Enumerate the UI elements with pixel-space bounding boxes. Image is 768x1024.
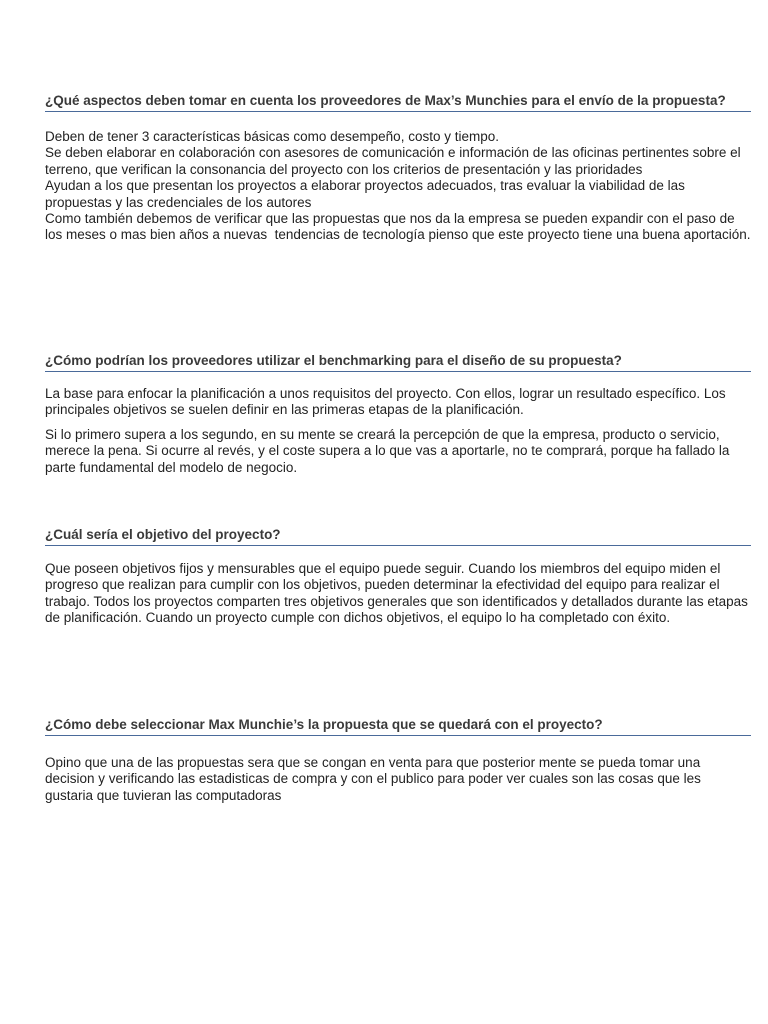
question-section-3 xyxy=(45,526,751,627)
question-heading-2: ¿Cómo podrían los proveedores utilizar el benchmarking para el diseño de su propuesta? xyxy=(45,352,751,372)
question-section-1 xyxy=(45,92,751,244)
question-heading-4: ¿Cómo debe seleccionar Max Munchie’s la propuesta que se quedará con el proyecto? xyxy=(45,716,751,736)
question-section-4 xyxy=(45,716,751,804)
answer-paragraph: Opino que una de las propuestas sera que se congan en venta para que posterior mente se pueda tomar una decision y verificando las estadisticas de compra y con el publico para poder ver cuales son las cosas que les gustaria que tuvieran las computadoras xyxy=(45,755,705,803)
question-section-2 xyxy=(45,352,751,476)
answer-paragraph: Que poseen objetivos fijos y mensurables que el equipo puede seguir. Cuando los miembros del equipo miden el progreso que realizan para cumplir con los objetivos, pueden determinar la efectividad del equipo para realizar el trabajo. Todos los proyectos comparten tres objetivos generales que son identificados y detallados durante las etapas de planificación. Cuando un proyecto cumple con dichos objetivos, el equipo lo ha completado con éxito. xyxy=(45,561,752,626)
answer-paragraph: Si lo primero supera a los segundo, en su mente se creará la percepción de que la empresa, producto o servicio, merece la pena. Si ocurre al revés, y el coste supera a lo que vas a aportarle, no te comprará, porque ha fallado la parte fundamental del modelo de negocio. xyxy=(45,426,734,475)
answer-1 xyxy=(45,129,751,244)
question-heading-3: ¿Cuál sería el objetivo del proyecto? xyxy=(45,526,751,546)
answer-paragraph: Deben de tener 3 características básicas como desempeño, costo y tiempo. Se deben elaborar en colaboración con asesores de comunicación e información de las oficinas pertinentes sobre el terreno, que verifican la consonancia del proyecto con los criterios de presentación y las prioridades Ayudan a los que presentan los proyectos a elaborar proyectos adecuados, tras evaluar la viabilidad de las propuestas y las credenciales de los autores Como también debemos de verificar que las propuestas que nos da la empresa se pueden expandir con el paso de los meses o mas bien años a nuevas tendencias de tecnología pienso que este proyecto tiene una buena aportación. xyxy=(45,129,751,243)
answer-4 xyxy=(45,755,751,804)
answer-paragraph: La base para enfocar la planificación a unos requisitos del proyecto. Con ellos, lograr un resultado específico. Los principales objetivos se suelen definir en las primeras etapas de la planificación. xyxy=(45,386,730,418)
question-heading-1: ¿Qué aspectos deben tomar en cuenta los proveedores de Max’s Munchies para el envío de la propuesta? xyxy=(45,92,751,112)
answer-2 xyxy=(45,386,751,476)
answer-3 xyxy=(45,561,751,627)
